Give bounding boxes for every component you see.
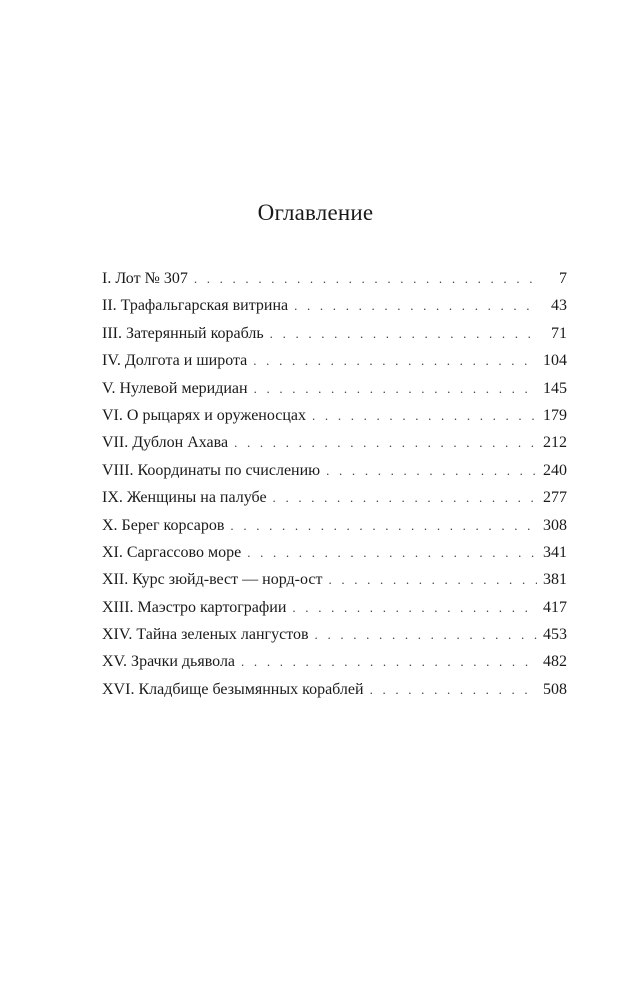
- toc-entry-title: XI. Саргассово море: [102, 543, 242, 561]
- dot-leader: [230, 512, 537, 539]
- toc-entry[interactable]: [102, 375, 567, 402]
- toc-entry-title: III. Затерянный корабль: [102, 324, 264, 342]
- toc-page-number: 179: [543, 406, 567, 424]
- toc-entry-title: XIV. Тайна зеленых лангустов: [102, 626, 309, 644]
- toc-entry[interactable]: [102, 594, 567, 621]
- toc-entry[interactable]: [102, 566, 567, 593]
- toc-entry[interactable]: [102, 402, 567, 429]
- toc-page-number: 277: [543, 489, 567, 507]
- toc-page-number: 7: [559, 270, 567, 287]
- dot-leader: [292, 594, 537, 621]
- toc-entry-title: II. Трафальгарская витрина: [102, 297, 289, 315]
- dot-leader: [273, 484, 537, 511]
- toc-entry[interactable]: [102, 320, 567, 347]
- toc-entry-title: XV. Зрачки дьявола: [102, 653, 236, 671]
- toc-entry-title: X. Берег корсаров: [102, 516, 225, 534]
- toc-page-number: 453: [543, 626, 567, 644]
- toc-page-number: 308: [543, 516, 567, 534]
- dot-leader: [294, 292, 537, 319]
- toc-entry[interactable]: [102, 457, 567, 484]
- dot-leader: [326, 457, 537, 484]
- dot-leader: [328, 566, 537, 593]
- dot-leader: [253, 347, 537, 374]
- toc-list: [102, 265, 567, 703]
- toc-entry-title: XIII. Маэстро картографии: [102, 598, 287, 616]
- dot-leader: [194, 265, 537, 292]
- toc-entry[interactable]: [102, 347, 567, 374]
- toc-page-number: 71: [551, 324, 567, 342]
- toc-entry-title: IX. Женщины на палубе: [102, 489, 267, 507]
- toc-page-number: 381: [543, 571, 567, 589]
- toc-entry[interactable]: [102, 621, 567, 648]
- toc-entry[interactable]: [102, 648, 567, 675]
- toc-entry[interactable]: [102, 265, 567, 292]
- toc-entry-title: VII. Дублон Ахава: [102, 434, 229, 452]
- toc-entry[interactable]: [102, 292, 567, 319]
- toc-entry-title: V. Нулевой меридиан: [102, 379, 248, 397]
- toc-page-number: 104: [543, 352, 567, 370]
- toc-page-number: 417: [543, 598, 567, 616]
- toc-title: Оглавление: [257, 200, 374, 225]
- toc-page-number: 341: [543, 543, 567, 561]
- toc-entry-title: IV. Долгота и широта: [102, 352, 248, 370]
- dot-leader: [241, 648, 537, 675]
- toc-entry-title: I. Лот № 307: [102, 270, 188, 287]
- dot-leader: [270, 320, 537, 347]
- toc-entry-title: VI. О рыцарях и оруженосцах: [102, 406, 307, 424]
- toc-entry[interactable]: [102, 539, 567, 566]
- toc-page-number: 240: [543, 461, 567, 479]
- dot-leader: [247, 539, 537, 566]
- dot-leader: [254, 375, 537, 402]
- toc-entry-title: XII. Курс зюйд-вест — норд-ост: [102, 571, 323, 589]
- dot-leader: [234, 429, 537, 456]
- toc-entry-title: VIII. Координаты по счислению: [102, 461, 321, 479]
- dot-leader: [370, 676, 537, 703]
- toc-entry[interactable]: [102, 484, 567, 511]
- toc-page-number: 145: [543, 379, 567, 397]
- toc-entry-title: XVI. Кладбище безымянных кораблей: [102, 680, 364, 698]
- dot-leader: [315, 621, 537, 648]
- toc-entry[interactable]: [102, 512, 567, 539]
- toc-page-number: 43: [551, 297, 567, 315]
- toc-page-number: 482: [543, 653, 567, 671]
- dot-leader: [312, 402, 537, 429]
- toc-page-number: 212: [543, 434, 567, 452]
- toc-page-number: 508: [543, 680, 567, 698]
- toc-entry[interactable]: [102, 429, 567, 456]
- toc-entry[interactable]: [102, 676, 567, 703]
